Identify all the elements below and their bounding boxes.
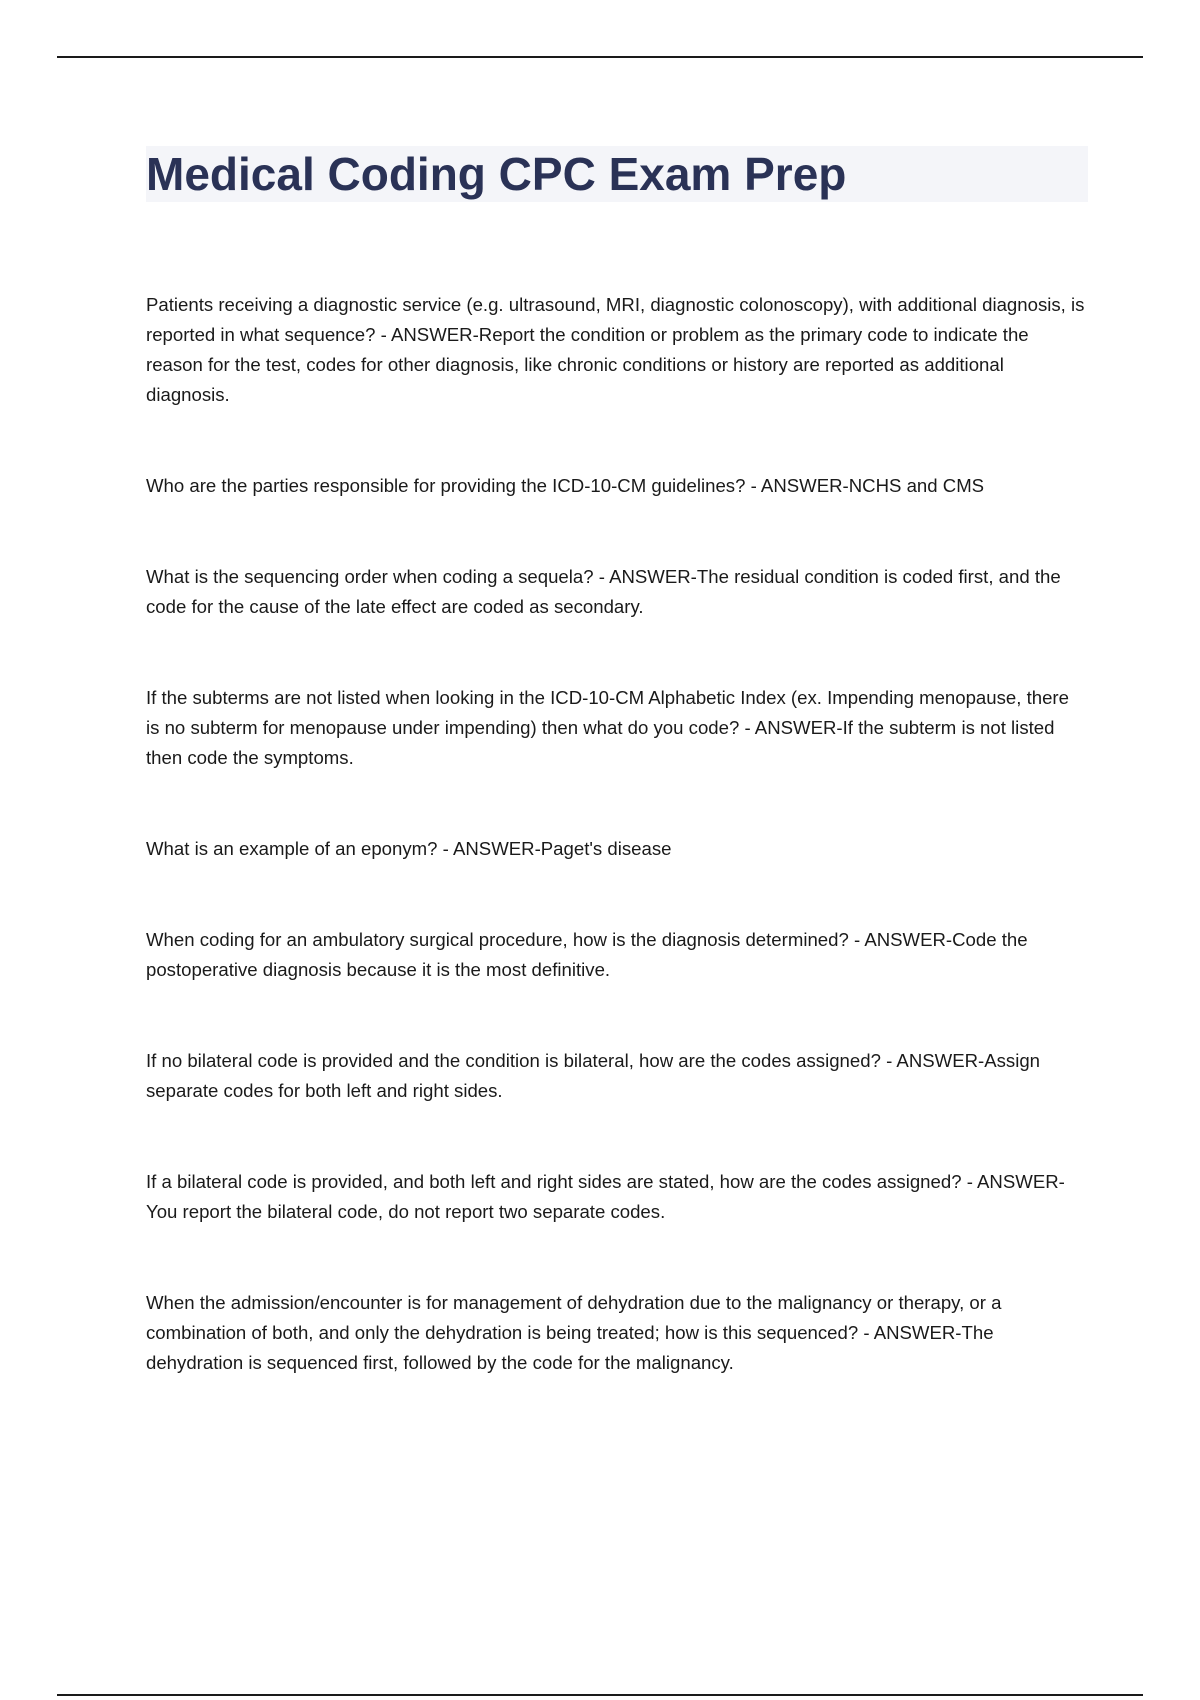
qa-item-8: If a bilateral code is provided, and both left and right sides are stated, how are the codes assigned? - ANSWER-You report the bilateral code, do not report two separate codes. (146, 1171, 1065, 1222)
header-rule (57, 56, 1143, 58)
qa-item-1: Patients receiving a diagnostic service (e.g. ultrasound, MRI, diagnostic colonoscopy), with additional diagnosis, is reported in what sequence? - ANSWER-Report the condition or problem as the primary code to indicate the reason for the test, codes for other diagnosis, like chronic conditions or history are reported as additional diagnosis. (146, 294, 1085, 405)
qa-item-7: If no bilateral code is provided and the condition is bilateral, how are the codes assigned? - ANSWER-Assign separate codes for both left and right sides. (146, 1050, 1041, 1101)
qa-item-9: When the admission/encounter is for management of dehydration due to the malignancy or therapy, or a combination of both, and only the dehydration is being treated; how is this sequenced? - ANSWER-The dehydration is sequenced first, followed by the code for the malignancy. (146, 1292, 1002, 1373)
footer-rule (57, 1694, 1143, 1696)
qa-item-5: What is an example of an eponym? - ANSWER-Paget's disease (146, 838, 672, 859)
qa-item-6: When coding for an ambulatory surgical procedure, how is the diagnosis determined? - ANSWER-Code the postoperative diagnosis because it is the most definitive. (146, 929, 1028, 980)
qa-item-3: What is the sequencing order when coding a sequela? - ANSWER-The residual condition is coded first, and the code for the cause of the late effect are coded as secondary. (146, 566, 1061, 617)
document-title: Medical Coding CPC Exam Prep (146, 148, 847, 200)
qa-list (146, 290, 1086, 1378)
qa-item-4: If the subterms are not listed when looking in the ICD-10-CM Alphabetic Index (ex. Impending menopause, there is no subterm for menopause under impending) then what do you code? - ANSWER-If the subterm is not listed then code the symptoms. (146, 687, 1069, 768)
qa-item-2: Who are the parties responsible for providing the ICD-10-CM guidelines? - ANSWER-NCHS and CMS (146, 475, 985, 496)
